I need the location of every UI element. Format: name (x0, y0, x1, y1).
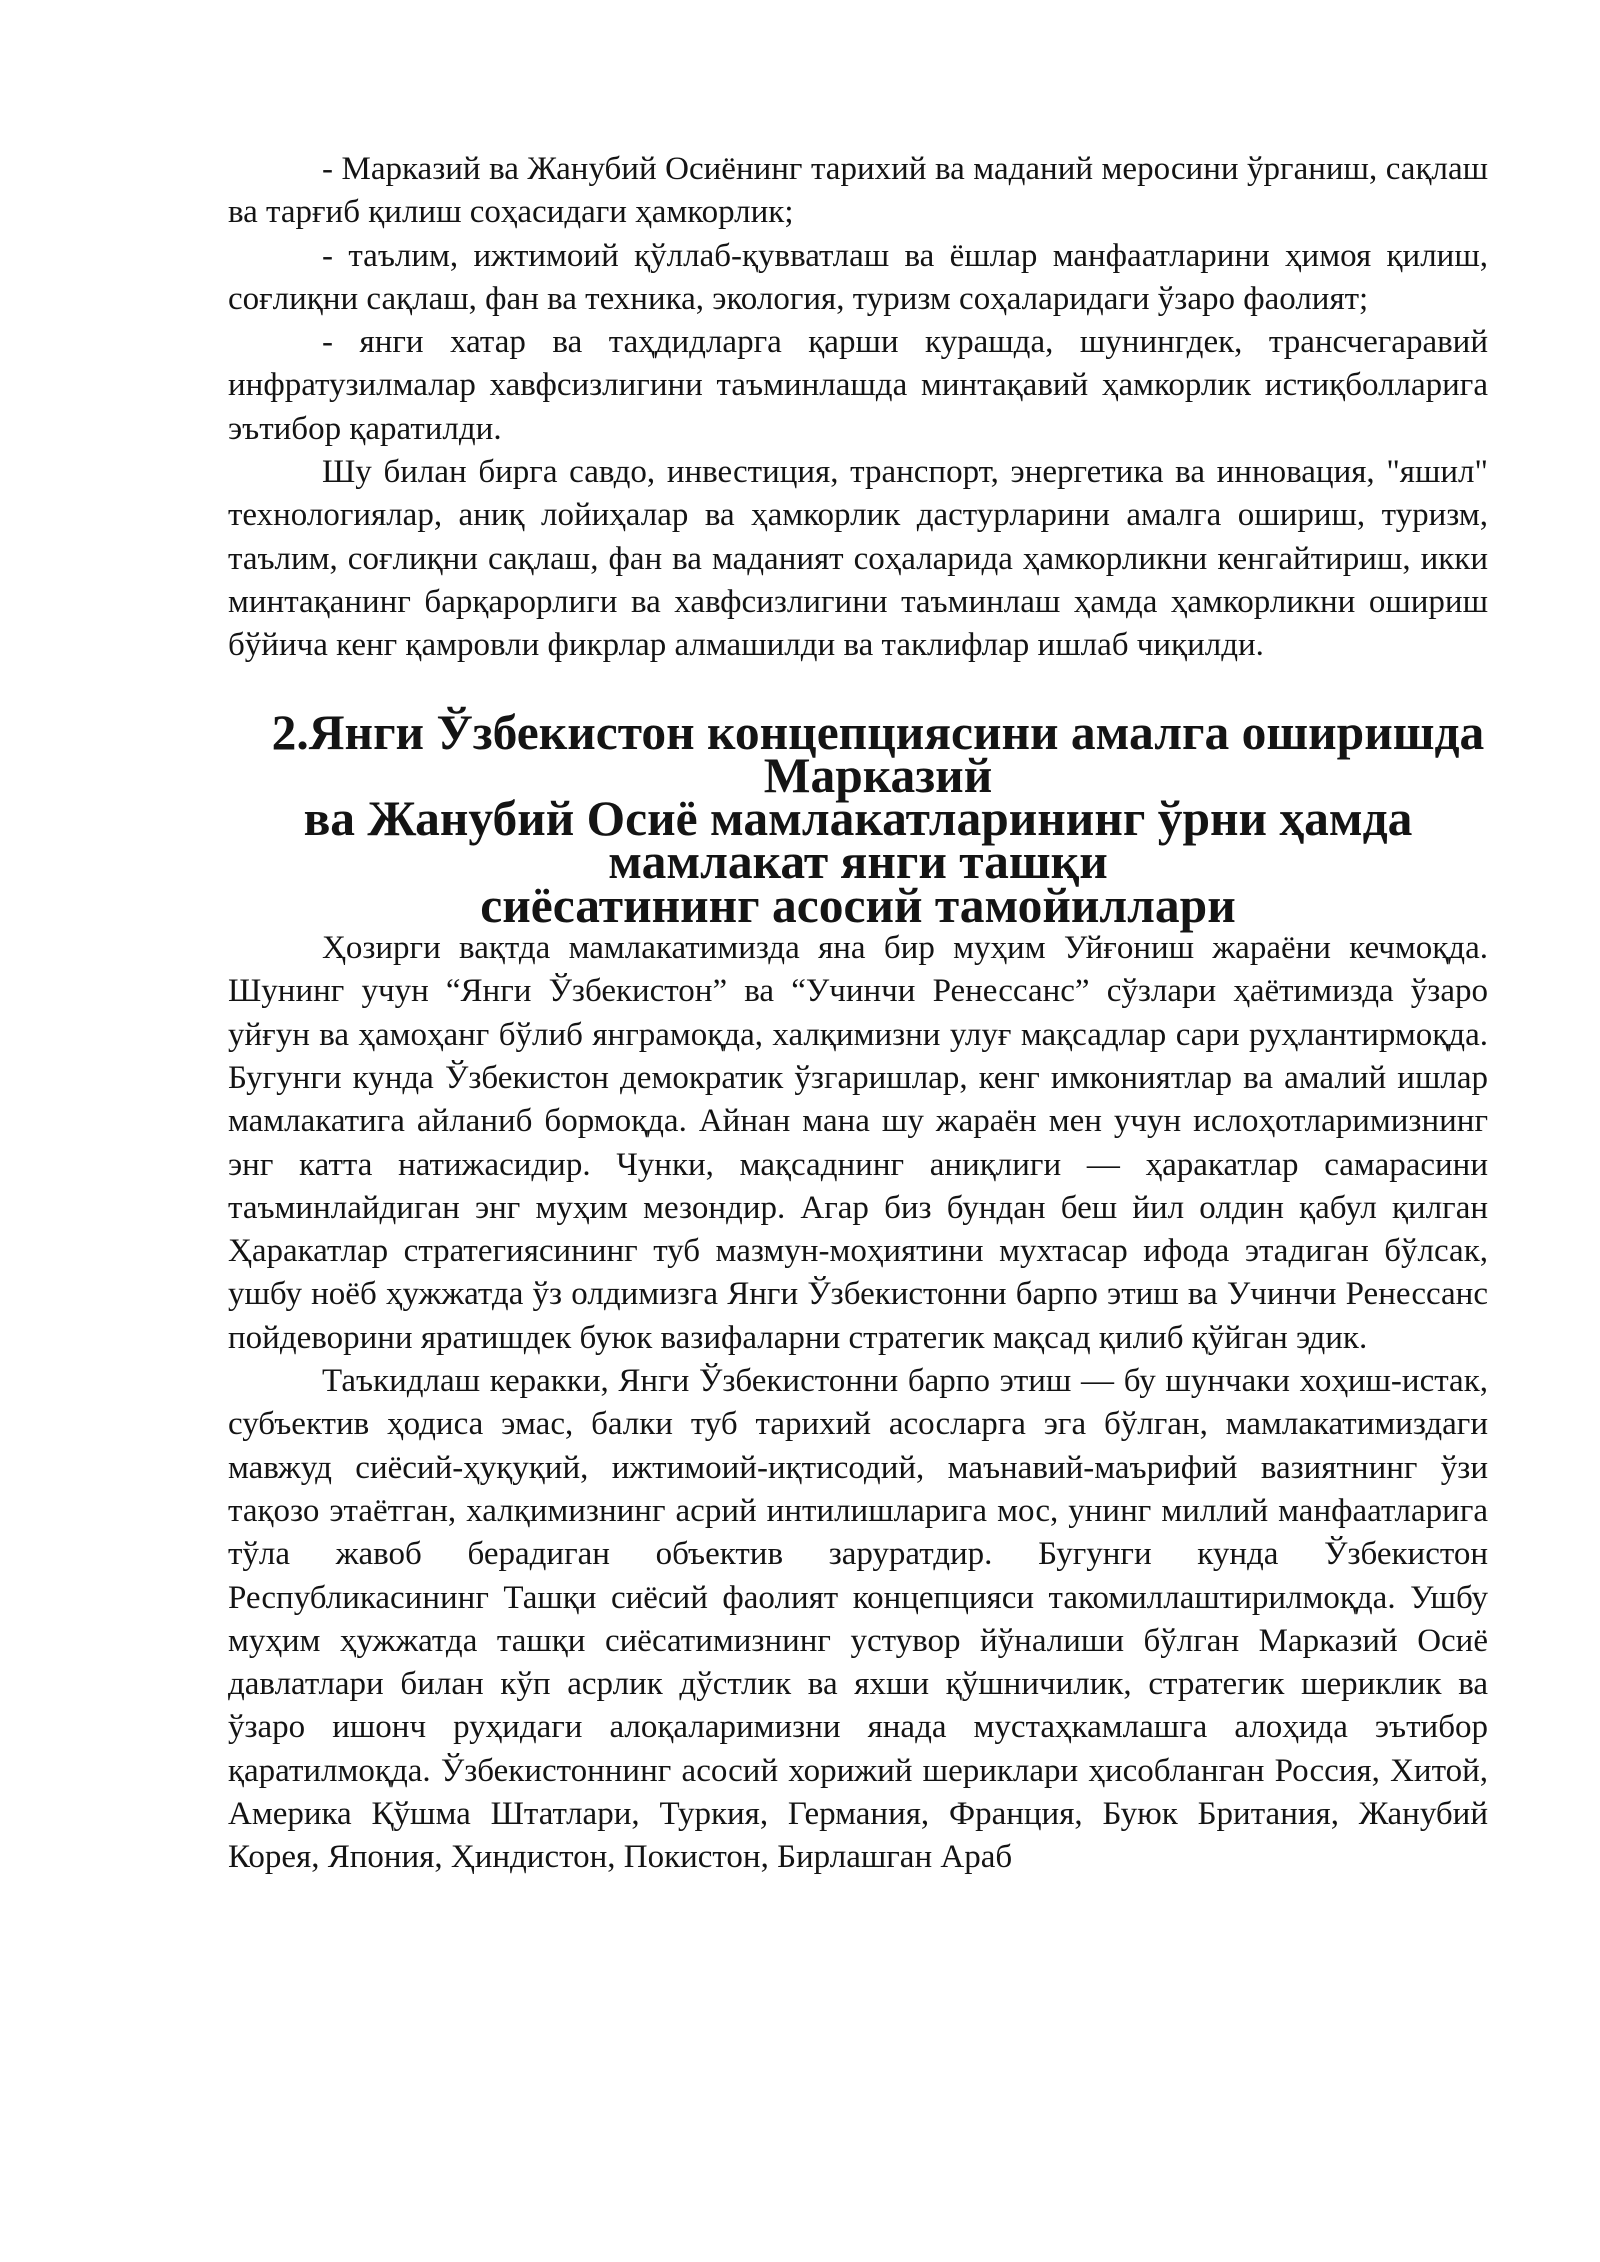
list-item: - янги хатар ва таҳдидларга қарши курашда, шунингдек, трансчегаравий инфратузилмалар хавфсизлигини таъминлашда минтақавий ҳамкорлик истиқболларига эътибор қаратилди. (228, 324, 1488, 447)
body-paragraph: Таъкидлаш керакки, Янги Ўзбекистонни барпо этиш — бу шунчаки хоҳиш-истак, субъектив ҳодиса эмас, балки туб тарихий асосларга эга бўлган, мамлакатимиздаги мавжуд сиёсий-ҳуқуқий, ижтимоий-иқтисодий, маънавий-маърифий вазиятнинг ўзи тақозо этаётган, халқимизнинг асрий интилишларига мос, унинг миллий манфаатларига тўла жавоб берадиган объектив заруратдир. Бугунги кунда Ўзбекистон Республикасининг Ташқи сиёсий фаолият концепцияси такомиллаштирилмоқда. Ушбу муҳим ҳужжатда ташқи сиёсатимизнинг устувор йўналиши бўлган Марказий Осиё давлатлари билан кўп асрлик дўстлик ва яхши қўшничилик, стратегик шериклик ва ўзаро ишонч руҳидаги алоқаларимизни янада мустаҳкамлашга алоҳида эътибор қаратилмоқда. Ўзбекистоннинг асосий хорижий шериклари ҳисобланган Россия, Хитой, Америка Қўшма Штатлари, Туркия, Германия, Франция, Буюк Британия, Жанубий Корея, Япония, Ҳиндистон, Покистон, Бирлашган Араб (228, 1363, 1488, 1876)
body-paragraph: Шу билан бирга савдо, инвестиция, транспорт, энергетика ва инновация, "яшил" технологиялар, аниқ лойиҳалар ва ҳамкорлик дастурларини амалга ошириш, туризм, таълим, соғлиқни сақлаш, фан ва маданият соҳаларида ҳамкорликни кенгайтириш, икки минтақанинг барқарорлиги ва хавфсизлигини таъминлаш ҳамда ҳамкорликни ошириш бўйича кенг қамровли фикрлар алмашилди ва таклифлар ишлаб чиқилди. (228, 454, 1488, 664)
section-heading (228, 704, 1488, 933)
list-item: - таълим, ижтимоий қўллаб-қувватлаш ва ёшлар манфаатларини ҳимоя қилиш, соғлиқни сақлаш, фан ва техника, экология, туризм соҳаларидаги ўзаро фаолият; (228, 237, 1488, 317)
section-heading-line: 2.Янги Ўзбекистон концепциясини амалга оширишда Марказий (271, 704, 1485, 803)
document-page (228, 148, 1488, 1880)
section-heading-line: сиёсатининг асосий тамойиллари (480, 877, 1236, 933)
list-item: - Марказий ва Жанубий Осиёнинг тарихий ва маданий меросини ўрганиш, сақлаш ва тарғиб қилиш соҳасидаги ҳамкорлик; (228, 151, 1488, 231)
section-heading-line: ва Жанубий Осиё мамлакатларининг ўрни ҳамда мамлакат янги ташқи (303, 791, 1413, 890)
body-paragraph: Ҳозирги вақтда мамлакатимизда яна бир муҳим Уйғониш жараёни кечмоқда. Шунинг учун “Янги Ўзбекистон” ва “Учинчи Ренессанс” сўзлари ҳаётимизда ўзаро уйғун ва ҳамоҳанг бўлиб янграмоқда, халқимизни улуғ мақсадлар сари руҳлантирмоқда. Бугунги кунда Ўзбекистон демократик ўзгаришлар, кенг имкониятлар ва амалий ишлар мамлакатига айланиб бормоқда. Айнан мана шу жараён мен учун ислоҳотларимизнинг энг катта натижасидир. Чунки, мақсаднинг аниқлиги — ҳаракатлар самарасини таъминлайдиган энг муҳим мезондир. Агар биз бундан беш йил олдин қабул қилган Ҳаракатлар стратегиясининг туб мазмун-моҳиятини мухтасар ифода этадиган бўлсак, ушбу ноёб ҳужжатда ўз олдимизга Янги Ўзбекистонни барпо этиш ва Учинчи Ренессанс пойдеворини яратишдек буюк вазифаларни стратегик мақсад қилиб қўйган эдик. (228, 930, 1488, 1356)
